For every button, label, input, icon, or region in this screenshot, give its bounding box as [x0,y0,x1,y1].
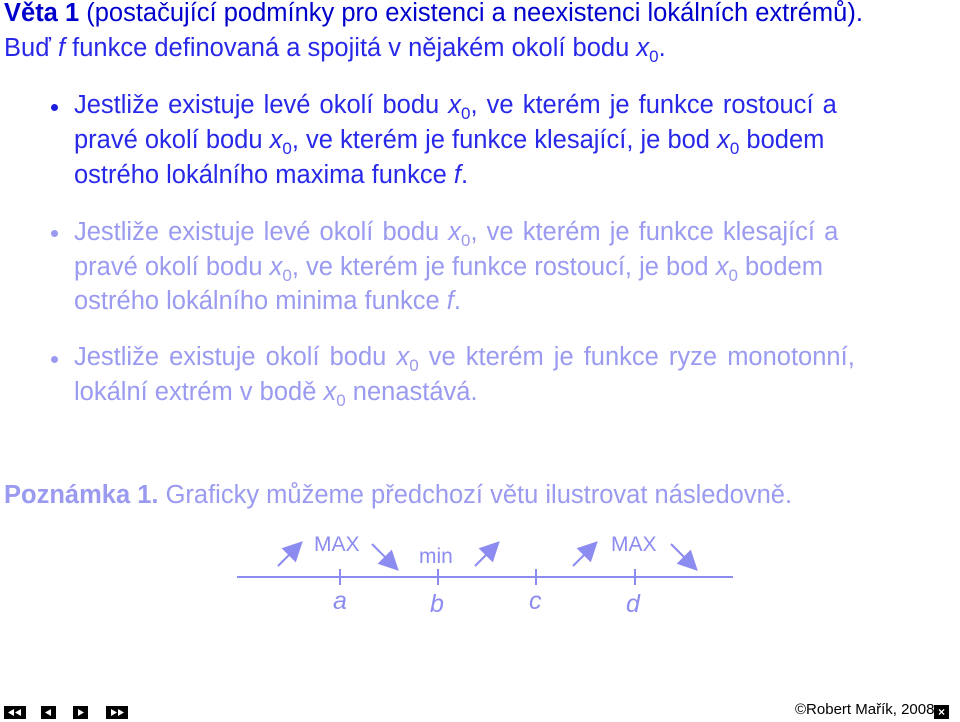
bullet-dot-1 [51,104,58,111]
theorem-label: Věta 1 [4,0,80,27]
b2-sub3: 0 [728,266,738,285]
bullet-dot-2 [51,230,58,237]
bullet-3-line-1 [74,342,855,375]
b1-sub3: 0 [729,139,740,158]
b1-l2a: pravé okolí bodu [74,126,263,154]
b3-x1: x [396,343,410,371]
bullet-2-line-3 [74,286,461,316]
intro-f: f [57,34,66,62]
intro-text-a: Buď [4,34,51,62]
remark [4,480,792,510]
left-icon [45,709,52,716]
b2-l2a: pravé okolí bodu [74,253,263,281]
b1-sub1: 0 [461,104,471,123]
theorem-heading [4,0,863,28]
b2-sub2: 0 [282,266,292,285]
label-min: min [419,545,453,568]
b2-f: f [446,287,454,315]
b3-sub1: 0 [409,356,419,375]
extrema-diagram [0,520,960,630]
intro-x: x [636,34,650,62]
intro-text-b: funkce definovaná a spojitá v nějakém okolí bodu [72,34,630,62]
intro-period: . [658,34,666,62]
nav-prev-button[interactable] [41,706,56,719]
arrow-up-icon [573,544,595,566]
b2-l1a: Jestliže existuje levé okolí bodu [74,218,440,246]
intro-sub: 0 [649,47,659,66]
b3-sub2: 0 [336,391,346,410]
point-b: b [430,590,444,618]
b1-l1a: Jestliže existuje levé okolí bodu [74,91,440,119]
b1-f: f [453,161,461,189]
nav-first-button[interactable] [4,706,26,719]
b3-l1b: ve kterém je funkce ryze monotonní, [428,343,855,371]
b2-sub1: 0 [461,231,471,250]
double-right-icon [110,709,124,716]
b1-l2b: , ve kterém je funkce klesající, je bod [291,126,710,154]
point-a: a [333,587,347,615]
b1-sub2: 0 [282,139,292,158]
b1-l2c: bodem [746,126,825,154]
b2-l1b: , ve kterém je funkce klesající a [470,218,839,246]
point-c: c [529,587,542,615]
bullet-2-line-1 [74,217,839,250]
nav-last-button[interactable] [106,706,128,719]
b2-x1: x [448,218,462,246]
b2-l2c: bodem [745,253,823,281]
b3-l2a: lokální extrém v bodě [74,378,317,406]
b3-l2b: nenastává. [352,378,478,406]
arrow-up-icon [475,544,497,566]
nav-next-button[interactable] [73,706,88,719]
label-max-1: MAX [314,533,360,556]
right-icon [77,709,84,716]
b1-l3a: ostrého lokálního maxima funkce [74,161,447,189]
close-button[interactable]: × [934,705,949,719]
b3-l1a: Jestliže existuje okolí bodu [74,343,387,371]
b2-l2b: , ve kterém je funkce rostoucí, je bod [291,253,709,281]
theorem-intro [4,33,666,66]
bullet-1-line-3 [74,160,468,190]
b1-l3b: . [460,161,469,189]
b2-x3: x [715,253,729,281]
theorem-title: (postačující podmínky pro existenci a neexistenci lokálních extrémů). [86,0,863,27]
b1-l1b: , ve kterém je funkce rostoucí a [470,91,837,119]
arrow-down-icon [372,544,396,568]
b2-l3a: ostrého lokálního minima funkce [74,287,440,315]
b2-l3b: . [453,287,461,315]
remark-text: Graficky můžeme předchozí větu ilustrovat následovně. [165,481,793,509]
bullet-2-line-2 [74,252,823,285]
copyright: ©Robert Mařík, 2008 [795,701,935,718]
arrow-down-icon [671,544,695,568]
b1-x2: x [269,126,283,154]
bullet-dot-3 [51,356,58,363]
point-d: d [626,590,640,618]
remark-label: Poznámka 1. [4,481,159,509]
b1-x1: x [448,91,462,119]
b1-x3: x [717,126,730,154]
b3-x2: x [323,378,337,406]
double-left-icon [8,709,22,716]
label-max-2: MAX [611,533,657,556]
bullet-1-line-1 [74,90,837,123]
arrow-up-icon [278,544,300,566]
bullet-1-line-2 [74,125,825,158]
b2-x2: x [269,253,283,281]
bullet-3-line-2 [74,377,478,410]
